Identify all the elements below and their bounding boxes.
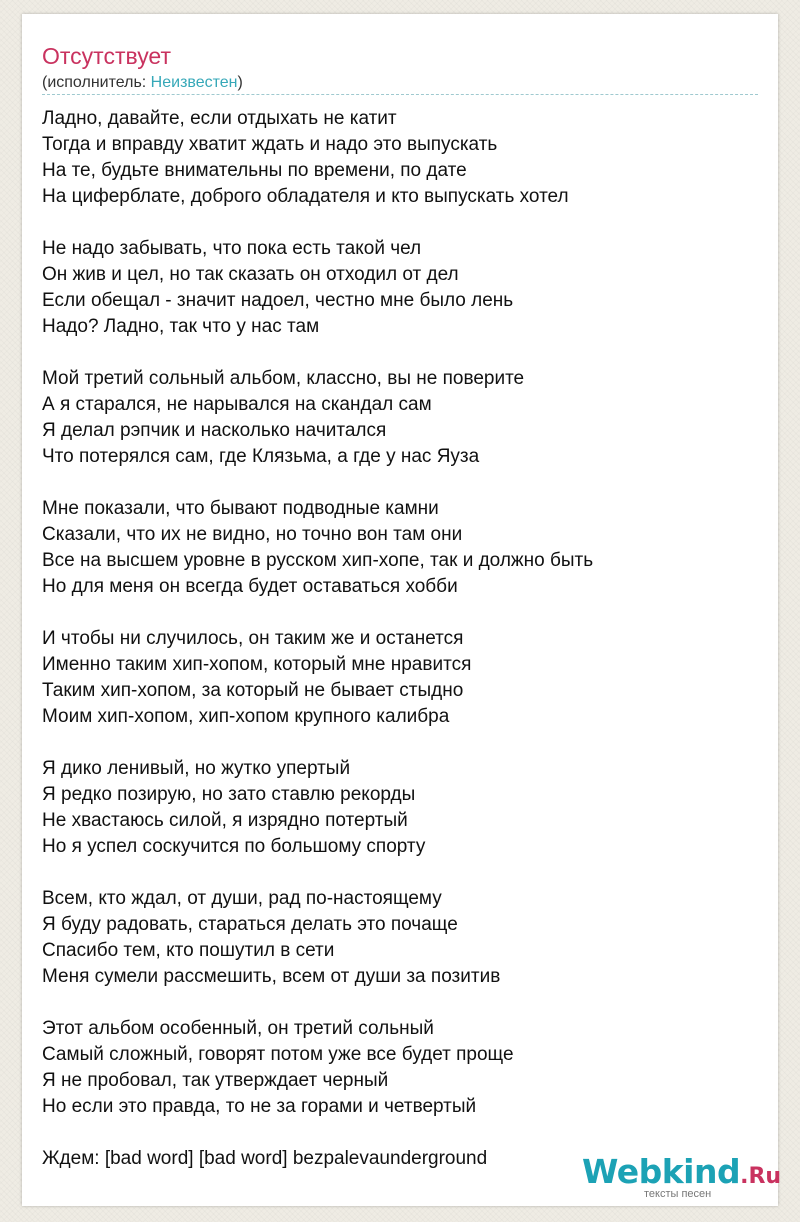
lyrics-line: Меня сумели рассмешить, всем от души за позитив	[42, 966, 501, 987]
lyrics-line: Спасибо тем, кто пошутил в сети	[42, 940, 335, 961]
lyrics-line: На те, будьте внимательны по времени, по дате	[42, 160, 467, 181]
lyrics-line: Он жив и цел, но так сказать он отходил от дел	[42, 264, 459, 285]
lyrics-line: Всем, кто ждал, от души, рад по-настоящему	[42, 888, 442, 909]
lyrics-line: Я редко позирую, но зато ставлю рекорды	[42, 784, 416, 805]
logo-tagline: тексты песен	[644, 1188, 712, 1200]
logo-name: Webkind	[582, 1152, 741, 1191]
lyrics-line: Мне показали, что бывают подводные камни	[42, 498, 439, 519]
lyrics-line: Но для меня он всегда будет оставаться хобби	[42, 576, 458, 597]
lyrics-line: Мой третий сольный альбом, классно, вы не поверите	[42, 368, 525, 389]
lyrics-line: И чтобы ни случилось, он таким же и останется	[42, 628, 464, 649]
site-logo[interactable]	[582, 1152, 782, 1202]
lyrics-line: Я буду радовать, стараться делать это почаще	[42, 914, 458, 935]
lyrics-stanza	[42, 496, 758, 600]
lyrics-line: Ладно, давайте, если отдыхать не катит	[42, 108, 397, 129]
logo-suffix: .Ru	[740, 1164, 782, 1189]
lyrics-line: Сказали, что их не видно, но точно вон там они	[42, 524, 463, 545]
lyrics-stanza	[42, 886, 758, 990]
lyrics-line: Моим хип-хопом, хип-хопом крупного калибра	[42, 706, 450, 727]
artist-prefix: (исполнитель:	[42, 74, 151, 91]
lyrics-line: Не надо забывать, что пока есть такой чел	[42, 238, 422, 259]
lyrics-line: Если обещал - значит надоел, честно мне было лень	[42, 290, 514, 311]
lyrics-card	[22, 14, 782, 1206]
lyrics-line: Этот альбом особенный, он третий сольный	[42, 1018, 434, 1039]
lyrics-line: Я не пробовал, так утверждает черный	[42, 1070, 389, 1091]
lyrics-body	[42, 106, 758, 1198]
lyrics-line: Но я успел соскучится по большому спорту	[42, 836, 426, 857]
lyrics-line: Надо? Ладно, так что у нас там	[42, 316, 320, 337]
lyrics-line: Не хвастаюсь силой, я изрядно потертый	[42, 810, 408, 831]
lyrics-stanza	[42, 756, 758, 860]
lyrics-stanza	[42, 1016, 758, 1120]
lyrics-stanza	[42, 366, 758, 470]
lyrics-line: Все на высшем уровне в русском хип-хопе, так и должно быть	[42, 550, 594, 571]
lyrics-line: Что потерялся сам, где Клязьма, а где у нас Яуза	[42, 446, 480, 467]
lyrics-line: Но если это правда, то не за горами и четвертый	[42, 1096, 477, 1117]
artist-suffix: )	[237, 74, 243, 91]
lyrics-line: А я старался, не нарывался на скандал сам	[42, 394, 432, 415]
lyrics-stanza	[42, 106, 758, 210]
lyrics-line: Тогда и вправду хватит ждать и надо это выпускать	[42, 134, 498, 155]
lyrics-line: Самый сложный, говорят потом уже все будет проще	[42, 1044, 514, 1065]
lyrics-line: Таким хип-хопом, за который не бывает стыдно	[42, 680, 464, 701]
lyrics-line: Именно таким хип-хопом, который мне нравится	[42, 654, 472, 675]
lyrics-line: На циферблате, доброго обладателя и кто выпускать хотел	[42, 186, 569, 207]
song-artist-line	[42, 73, 243, 93]
lyrics-stanza	[42, 626, 758, 730]
lyrics-stanza	[42, 236, 758, 340]
title-divider	[42, 94, 758, 95]
lyrics-line: Я дико ленивый, но жутко упертый	[42, 758, 351, 779]
artist-link[interactable]: Неизвестен	[150, 74, 238, 91]
lyrics-line: Ждем: [bad word] [bad word] bezpalevaunderground	[42, 1148, 488, 1169]
song-title: Отсутствует	[42, 43, 171, 69]
lyrics-line: Я делал рэпчик и насколько начитался	[42, 420, 387, 441]
